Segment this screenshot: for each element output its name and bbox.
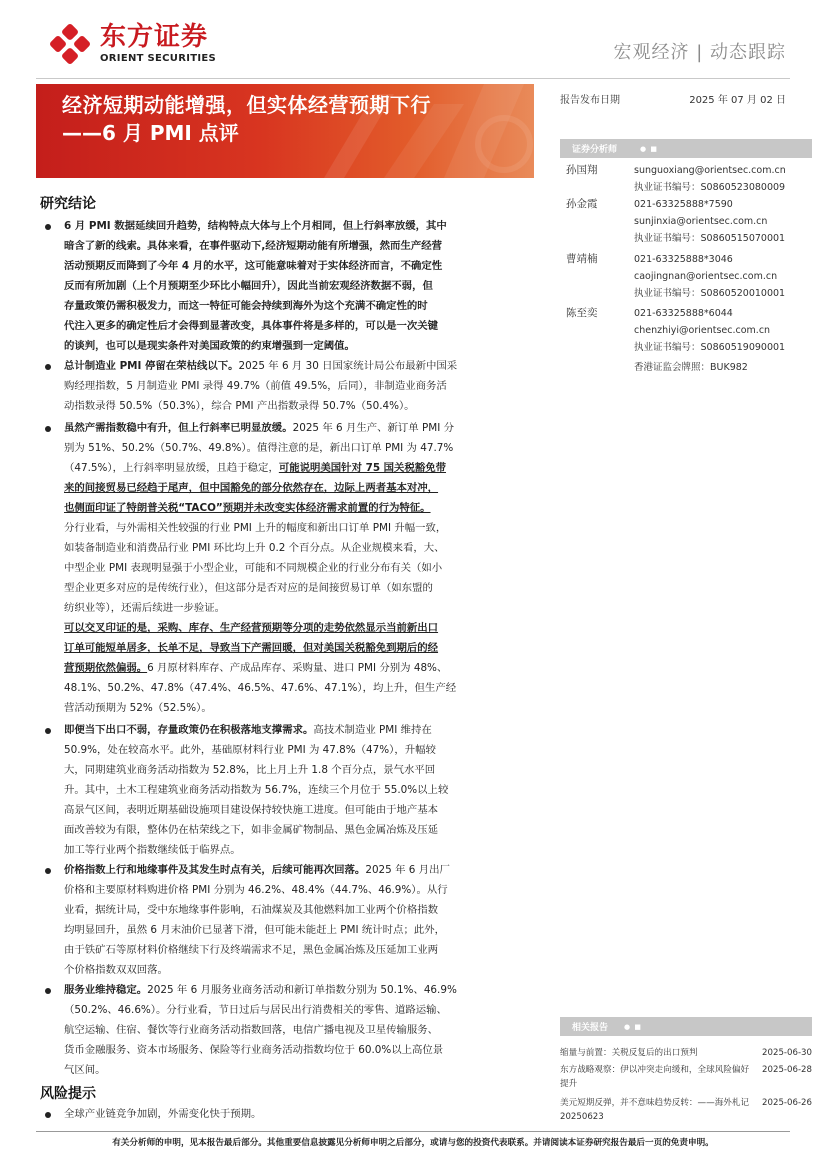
bullet-icon — [45, 868, 51, 874]
report-title: 经济短期动能增强，但实体经营预期下行 — [62, 93, 431, 117]
analyst-name: 孙国翔 — [566, 164, 598, 176]
underlined-text: 营预期依然偏弱。 — [64, 662, 148, 674]
analyst-email[interactable]: chenzhiyi@orientsec.com.cn — [634, 325, 771, 336]
underlined-text: 可以交叉印证的是，采购、库存、生产经营预期等分项的走势依然显示当前新出口 — [64, 622, 439, 634]
related-report-title[interactable]: 缩量与前置：关税反复后的出口预判 — [560, 1048, 698, 1058]
bullet-icon — [45, 426, 51, 432]
analyst-phone: 021-63325888*7590 — [634, 199, 733, 210]
text-line: 48.1%、50.2%、47.8%（47.4%、46.5%、47.6%、47.1%），均上升，但生产经 — [64, 682, 457, 694]
text-line: 营活动预期为 52%（52.5%）。 — [64, 702, 212, 714]
title-banner — [36, 84, 534, 178]
lead-sentence: 总计制造业 PMI 停留在荣枯线以下。 — [64, 360, 239, 372]
text-line: 纺织业等），还需后续进一步验证。 — [64, 602, 226, 614]
logo-icon — [48, 22, 92, 66]
analyst-email[interactable]: sunjinxia@orientsec.com.cn — [634, 216, 768, 227]
text-line: 活动预期反而降到了今年 4 月的水平，这可能意味着对于实体经济而言，不确定性 — [64, 260, 443, 272]
text-line: 由于铁矿石等原材料价格继续下行及终端需求不足，黑色金属冶炼及压延加工业两 — [64, 944, 439, 956]
text-line: 中型企业 PMI 表现明显强于小型企业，可能和不同规模企业的行业分布有关（如小 — [64, 562, 443, 574]
text-line: 航空运输、住宿、餐饮等行业商务活动指数回落，电信广播电视及卫星传输服务、 — [64, 1024, 439, 1036]
report-subtitle: ——6 月 PMI 点评 — [62, 121, 239, 145]
pmi-overview-paragraph — [64, 356, 524, 416]
publish-date-label: 报告发布日期 — [560, 95, 620, 106]
underlined-text: 可能说明美国针对 75 国关税豁免带 — [278, 462, 447, 474]
footer-disclaimer: 有关分析师的申明，见本报告最后部分。其他重要信息披露见分析师申明之后部分，或请与您的投资代表联系。并请阅读本证券研究报告最后一页的免责申明。 — [112, 1138, 714, 1148]
lead-sentence: 价格指数上行和地缘事件及其发生时点有关，后续可能再次回落。 — [64, 864, 366, 876]
text-line: 6 月原材料库存、产成品库存、采购量、进口 PMI 分别为 48%、 — [147, 662, 448, 674]
header-divider — [36, 78, 790, 79]
publish-date-value: 2025 年 07 月 02 日 — [689, 95, 786, 106]
related-report-date: 2025-06-26 — [762, 1098, 812, 1108]
logo-cn-text: 东方证券 — [100, 22, 209, 52]
bullet-icon — [45, 728, 51, 734]
dots-icon: ● ■ — [640, 145, 658, 153]
report-category: 宏观经济 | 动态跟踪 — [613, 42, 786, 63]
text-line: 加工等行业两个指数继续低于临界点。 — [64, 844, 241, 856]
text-line: 动指数录得 50.5%（50.3%），综合 PMI 产出指数录得 50.7%（50.4%）。 — [64, 400, 415, 412]
text-line: （50.2%、46.6%）。分行业看，节日过后与居民出行消费相关的零售、道路运输、 — [64, 1004, 447, 1016]
related-report-date: 2025-06-30 — [762, 1048, 812, 1058]
bullet-icon — [45, 988, 51, 994]
lead-sentence: 服务业维持稳定。 — [64, 984, 148, 996]
section-title-risk: 风险提示 — [40, 1086, 96, 1102]
text-line: 6 月 PMI 数据延续回升趋势，结构特点大体与上个月相同，但上行斜率放缓，其中 — [64, 220, 447, 232]
bullet-icon — [45, 224, 51, 230]
text-line: 代注入更多的确定性后才会得到显著改变，具体事件将是多样的，可以是一次关键 — [64, 320, 439, 332]
bullet-icon — [45, 1112, 51, 1118]
related-report-title[interactable]: 美元短期反弹，并不意味趋势反转：——海外札记 20250623 — [560, 1098, 750, 1122]
text-line: 面改善较为有限，整体仍在枯荣线之下，如非金属矿物制品、黑色金属冶炼及压延 — [64, 824, 439, 836]
analyst-name: 曹靖楠 — [566, 253, 598, 265]
text-line: 高技术制造业 PMI 维持在 — [313, 724, 432, 736]
analyst-phone: 021-63325888*3046 — [634, 254, 733, 265]
text-line: 2025 年 6 月生产、新订单 PMI 分 — [292, 422, 454, 434]
text-line: 反而有所加剧（上个月预期至少环比小幅回升），因此当前宏观经济数据不弱，但 — [64, 280, 433, 292]
text-line: 高景气区间，表明近期基础设施项目建设保持较快施工进度。但可能由于地产基本 — [64, 804, 439, 816]
underlined-text: 来的间接贸易已经趋于尾声，但中国豁免的部分依然存在，边际上两者基本对冲， — [64, 482, 439, 494]
text-line: （47.5%），上行斜率明显放缓，且趋于稳定， — [64, 462, 279, 474]
services-paragraph — [64, 980, 524, 1080]
analyst-license: 执业证书编号：S0860515070001 — [634, 233, 786, 244]
text-line: 2025 年 6 月 30 日国家统计局公布最新中国采 — [238, 360, 458, 372]
analyst-header-label: 证券分析师 — [572, 145, 618, 155]
analyst-email[interactable]: caojingnan@orientsec.com.cn — [634, 271, 778, 282]
text-line: 50.9%，处在较高水平。此外，基础原材料行业 PMI 为 47.8%（47%），升幅较 — [64, 744, 436, 756]
analyst-license: 执业证书编号：S0860520010001 — [634, 288, 786, 299]
text-line: 暗含了新的线索。具体来看，在事件驱动下,经济短期动能有所增强，然而生产经营 — [64, 240, 443, 252]
summary-paragraph — [64, 216, 524, 356]
analyst-section-header — [560, 139, 812, 158]
section-title-conclusion: 研究结论 — [40, 196, 96, 212]
text-line: 业看，据统计局，受中东地缘事件影响，石油煤炭及其他燃料加工业两个价格指数 — [64, 904, 439, 916]
text-line: 存量政策仍需积极发力，而这一特征可能会持续到海外为这个充满不确定性的时 — [64, 300, 428, 312]
text-line: 均明显回升，虽然 6 月末油价已显著下滑，但可能未能赶上 PMI 统计时点；此外， — [64, 924, 446, 936]
hk-license: 香港证监会牌照：BUK982 — [634, 362, 748, 373]
related-report-title[interactable]: 东方战略观察：伊以冲突走向缓和，全球风险偏好提升 — [560, 1065, 750, 1089]
company-logo — [48, 22, 216, 66]
price-paragraph — [64, 860, 524, 980]
text-line: 如装备制造业和消费品行业 PMI 环比均上升 0.2 个百分点。从企业规模来看，大、 — [64, 542, 445, 554]
lead-sentence: 即便当下出口不弱，存量政策仍在积极落地支撑需求。 — [64, 724, 314, 736]
text-line: 分行业看，与外需相关性较强的行业 PMI 上升的幅度和新出口订单 PMI 升幅一致， — [64, 522, 447, 534]
text-line: 大，同期建筑业商务活动指数为 52.8%，比上月上升 1.8 个百分点，景气水平回 — [64, 764, 436, 776]
underlined-text: 也侧面印证了特朗普关税“TACO”预期并未改变实体经济需求前置的行为特征。 — [64, 502, 431, 514]
bullet-icon — [45, 364, 51, 370]
text-line: 购经理指数，5 月制造业 PMI 录得 49.7%（前值 49.5%，后同），非制造业商务活 — [64, 380, 447, 392]
text-line: 的谈判，也可以是现实条件对美国政策的约束增强到一定阈值。 — [64, 340, 355, 352]
related-report-date: 2025-06-28 — [762, 1065, 812, 1075]
text-line: 2025 年 6 月服务业商务活动和新订单指数分别为 50.1%、46.9% — [147, 984, 457, 996]
text-line: 价格和主要原材料购进价格 PMI 分别为 46.2%、48.4%（44.7%、46.9%）。从行 — [64, 884, 448, 896]
cross-check-paragraph — [64, 618, 524, 718]
analyst-license: 执业证书编号：S0860523080009 — [634, 182, 786, 193]
dots-icon: ● ■ — [624, 1023, 642, 1031]
footer-divider — [36, 1131, 790, 1132]
analyst-name: 孙金霞 — [566, 198, 598, 210]
text-line: 升。其中，土木工程建筑业商务活动指数为 56.7%，连续三个月位于 55.0%以上较 — [64, 784, 449, 796]
analyst-name: 陈至奕 — [566, 307, 598, 319]
underlined-text: 订单可能短单居多，长单不足，导致当下产需回暖，但对美国关税豁免到期后的经 — [64, 642, 439, 654]
analyst-license: 执业证书编号：S0860519090001 — [634, 342, 786, 353]
logo-en-text: ORIENT SECURITIES — [100, 53, 217, 64]
related-header-label: 相关报告 — [572, 1023, 609, 1033]
text-line: 货币金融服务、资本市场服务、保险等行业商务活动指数均位于 60.0%以上高位景 — [64, 1044, 444, 1056]
lead-sentence: 虽然产需指数稳中有升，但上行斜率已明显放缓。 — [64, 422, 293, 434]
text-line: 型企业更多对应的是传统行业），但这部分是否对应的是间接贸易订单（如东盟的 — [64, 582, 433, 594]
analyst-phone: 021-63325888*6044 — [634, 308, 733, 319]
demand-paragraph — [64, 418, 524, 618]
related-reports-header — [560, 1017, 812, 1036]
risk-paragraph: 全球产业链竞争加剧，外需变化快于预期。 — [64, 1108, 262, 1120]
text-line: 气区间。 — [64, 1064, 106, 1076]
text-line: 2025 年 6 月出厂 — [365, 864, 450, 876]
policy-paragraph — [64, 720, 524, 860]
analyst-email[interactable]: sunguoxiang@orientsec.com.cn — [634, 165, 786, 176]
text-line: 别为 51%、50.2%（50.7%、49.8%）。值得注意的是，新出口订单 PMI 为 47.7% — [64, 442, 454, 454]
text-line: 个价格指数双双回落。 — [64, 964, 168, 976]
